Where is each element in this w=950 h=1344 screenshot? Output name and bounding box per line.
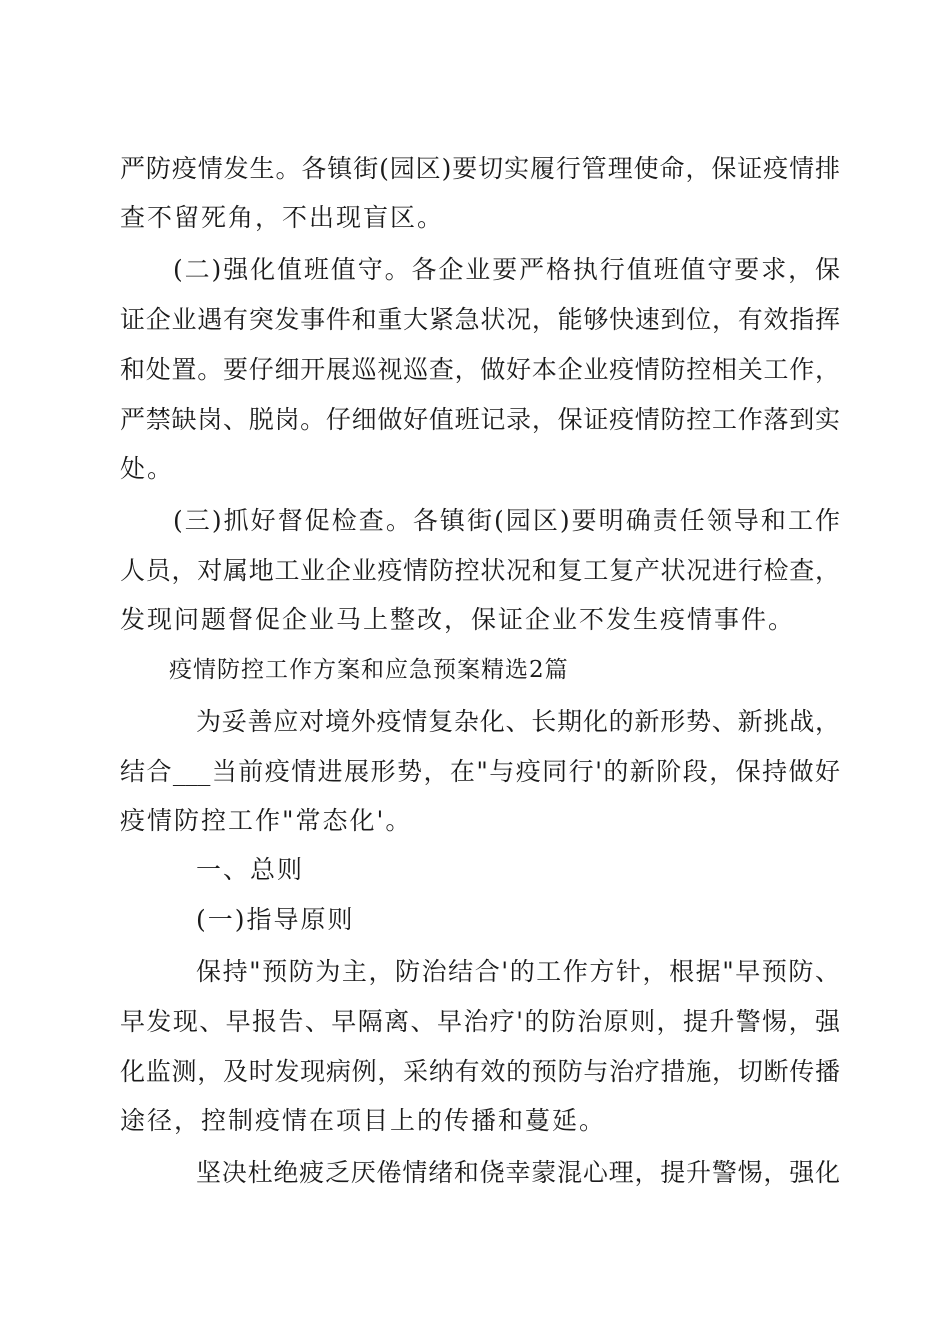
paragraph-line: 保持"预防为主，防治结合'的工作方针，根据"早预防、 — [196, 957, 840, 986]
paragraph-line: 发现问题督促企业马上整改，保证企业不发生疫情事件。 — [120, 605, 796, 634]
paragraph-line: 为妥善应对境外疫情复杂化、长期化的新形势、新挑战， — [196, 707, 840, 736]
paragraph-line: 疫情防控工作"常态化'。 — [120, 806, 413, 835]
paragraph-line: 结合___当前疫情进展形势，在"与疫同行'的新阶段，保持做好 — [120, 757, 840, 786]
paragraph-line: 途径，控制疫情在项目上的传播和蔓延。 — [120, 1106, 607, 1135]
paragraph-line: 查不留死角，不出现盲区。 — [120, 203, 445, 232]
paragraph-line: 化监测，及时发现病例，采纳有效的预防与治疗措施，切断传播 — [120, 1057, 840, 1086]
paragraph-line: 证企业遇有突发事件和重大紧急状况，能够快速到位，有效指挥 — [120, 305, 840, 334]
paragraph-line: (二)强化值班值守。各企业要严格执行值班值守要求，保 — [173, 255, 840, 284]
heading-general: 一、总则 — [196, 855, 305, 884]
paragraph-line: (三)抓好督促检查。各镇街(园区)要明确责任领导和工作 — [173, 506, 840, 535]
paragraph-line: 处。 — [120, 454, 175, 483]
heading-principle: (一)指导原则 — [196, 905, 355, 934]
paragraph-line: 坚决杜绝疲乏厌倦情绪和侥幸蒙混心理，提升警惕，强化 — [196, 1158, 840, 1187]
paragraph-line: 严禁缺岗、脱岗。仔细做好值班记录，保证疫情防控工作落到实 — [120, 405, 840, 434]
section-title: 疫情防控工作方案和应急预案精选2篇 — [169, 657, 569, 683]
paragraph-line: 早发现、早报告、早隔离、早治疗'的防治原则，提升警惕，强 — [120, 1007, 841, 1036]
paragraph-line: 人员，对属地工业企业疫情防控状况和复工复产状况进行检查， — [120, 556, 840, 585]
paragraph-line: 严防疫情发生。各镇街(园区)要切实履行管理使命，保证疫情排 — [120, 154, 840, 183]
paragraph-line: 和处置。要仔细开展巡视巡查，做好本企业疫情防控相关工作， — [120, 355, 840, 384]
